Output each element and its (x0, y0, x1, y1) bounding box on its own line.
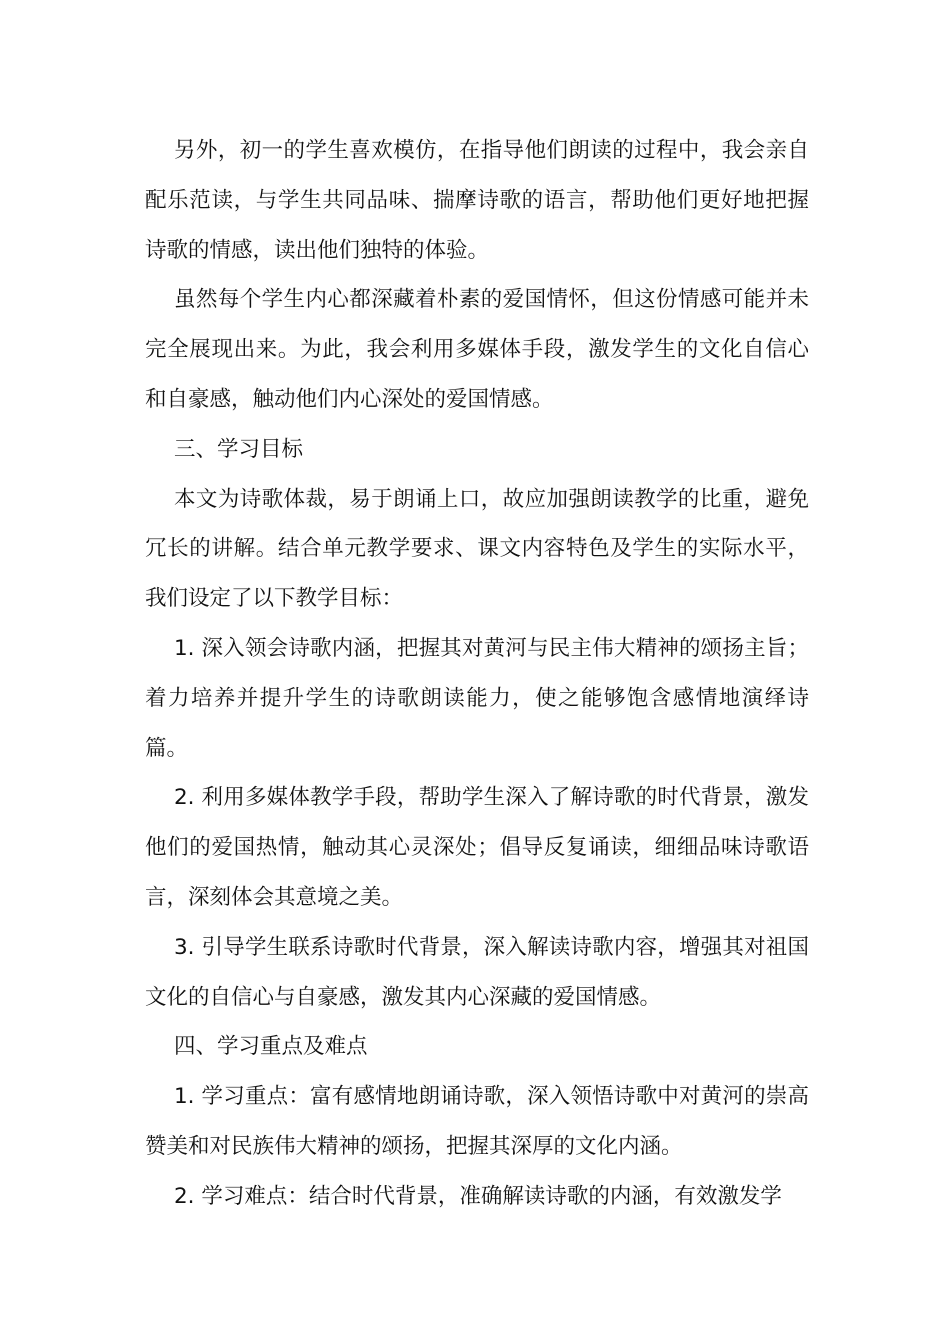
objective-item-2: 2. 利用多媒体教学手段，帮助学生深入了解诗歌的时代背景，激发他们的爱国热情，触动其心灵深处；倡导反复诵读，细细品味诗歌语言，深刻体会其意境之美。 (145, 785, 809, 910)
difficulty-item: 2. 学习难点：结合时代背景，准确解读诗歌的内涵，有效激发学 (174, 1183, 782, 1209)
paragraph-objectives-intro: 本文为诗歌体裁，易于朗诵上口，故应加强朗读教学的比重，避免冗长的讲解。结合单元教学要求、课文内容特色及学生的实际水平，我们设定了以下教学目标： (145, 486, 809, 612)
document-body (145, 126, 809, 1222)
key-point-item: 1. 学习重点：富有感情地朗诵诗歌，深入领悟诗歌中对黄河的崇高赞美和对民族伟大精神的颂扬，把握其深厚的文化内涵。 (145, 1084, 809, 1159)
objective-item-3: 3. 引导学生联系诗歌时代背景，深入解读诗歌内容，增强其对祖国文化的自信心与自豪感，激发其内心深藏的爱国情感。 (145, 934, 809, 1010)
section-heading-learning-objectives: 三、学习目标 (174, 436, 304, 462)
section-heading-key-points: 四、学习重点及难点 (174, 1034, 368, 1060)
paragraph-patriotic-feeling: 虽然每个学生内心都深藏着朴素的爱国情怀，但这份情感可能并未完全展现出来。为此，我会利用多媒体手段，激发学生的文化自信心和自豪感，触动他们内心深处的爱国情感。 (145, 287, 809, 412)
paragraph-imitation-reading: 另外，初一的学生喜欢模仿，在指导他们朗读的过程中，我会亲自配乐范读，与学生共同品味、揣摩诗歌的语言，帮助他们更好地把握诗歌的情感，读出他们独特的体验。 (145, 138, 809, 263)
objective-item-1: 1. 深入领会诗歌内涵，把握其对黄河与民主伟大精神的颂扬主旨；着力培养并提升学生的诗歌朗读能力，使之能够饱含感情地演绎诗篇。 (145, 635, 809, 761)
